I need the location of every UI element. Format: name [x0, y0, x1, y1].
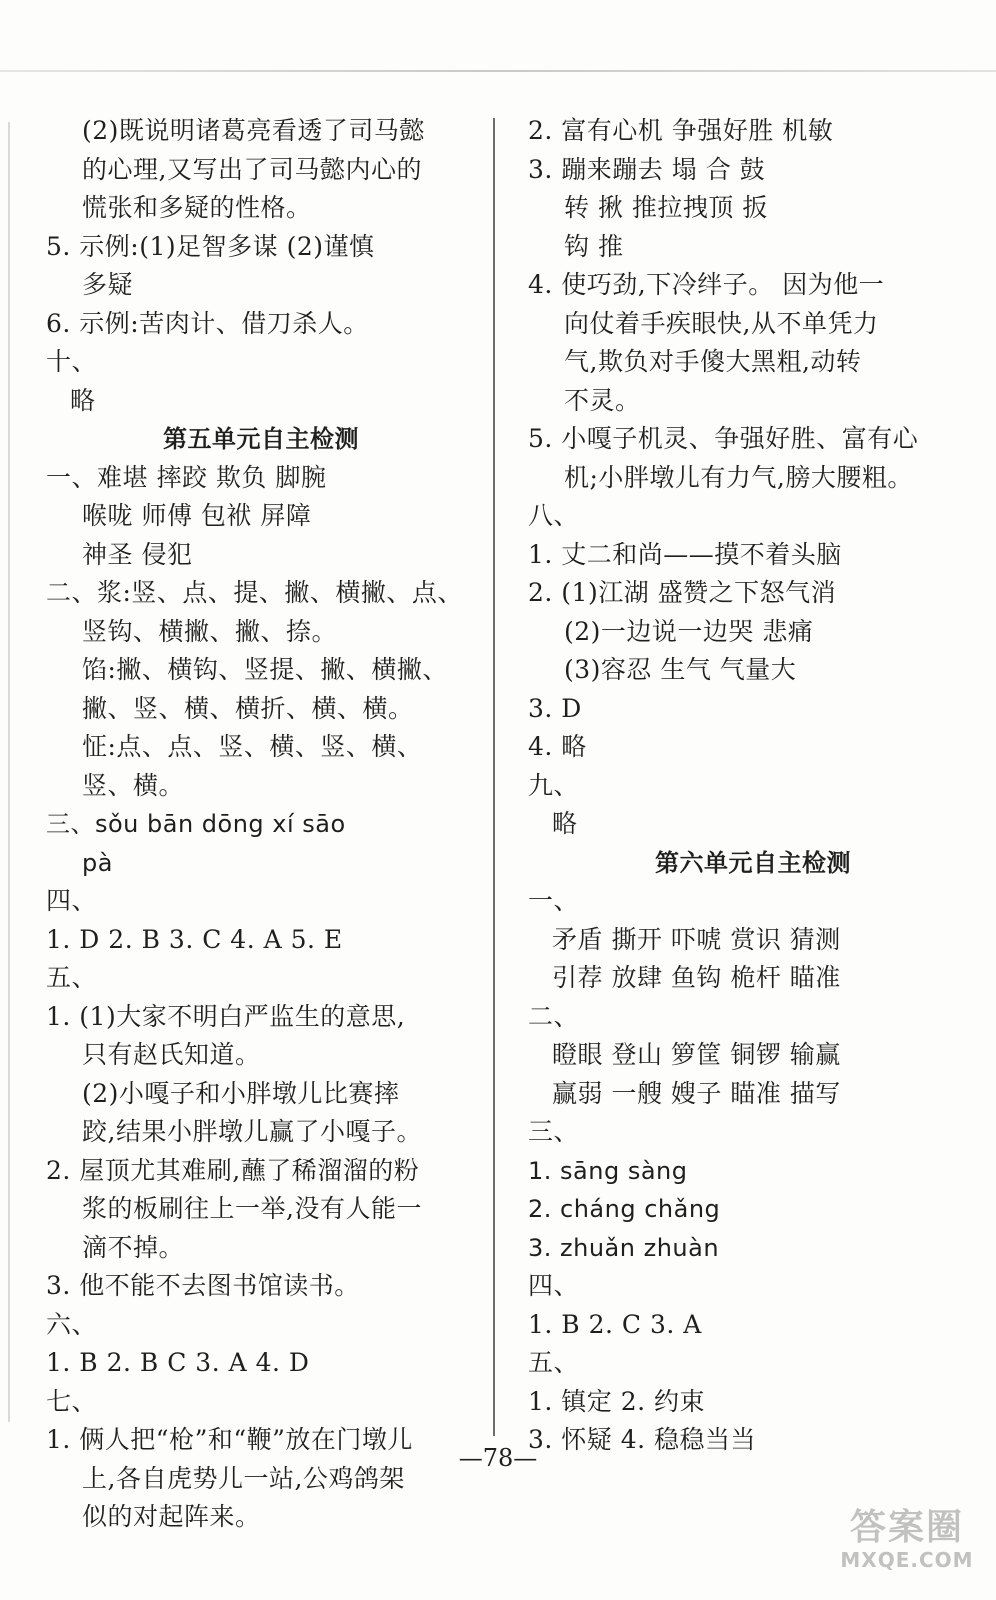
answer-line: 跤,结果小胖墩儿赢了小嘎子。: [82, 1117, 422, 1146]
answer-line: 引荐 放肆 鱼钩 桅杆 瞄准: [552, 963, 841, 992]
answer-line: 2. cháng chǎng: [528, 1195, 721, 1223]
right-column: [528, 112, 978, 1460]
answer-line: 瞪眼 登山 箩筐 铜锣 输赢: [552, 1040, 841, 1069]
answer-line: 多疑: [82, 270, 134, 299]
left-column: [46, 112, 476, 1537]
answer-line: 5. 示例:(1)足智多谋 (2)谨慎: [46, 231, 375, 261]
answer-line: (2)一边说一边哭 悲痛: [564, 616, 814, 646]
answer-line: 1. B 2. B C 3. A 4. D: [46, 1348, 310, 1377]
answer-line: 3. 怀疑 4. 稳稳当当: [528, 1425, 757, 1454]
answer-line: 一、: [528, 886, 580, 915]
answer-line: 滴不掉。: [82, 1232, 185, 1262]
answer-line: 1. (1)大家不明白严监生的意思,: [46, 1001, 406, 1031]
answer-line: 神圣 侵犯: [82, 539, 193, 569]
answer-line: 七、: [46, 1386, 98, 1416]
page-number: —78—: [458, 1444, 538, 1472]
answer-line: 1. 镇定 2. 约束: [528, 1386, 706, 1416]
answer-line: (2)既说明诸葛亮看透了司马懿: [82, 116, 425, 145]
answer-line: 1. 俩人把“枪”和“鞭”放在门墩儿: [46, 1425, 413, 1454]
answer-line: 九、: [528, 770, 580, 800]
answer-line: 八、: [528, 501, 580, 530]
answer-line: 向仗着手疾眼快,从不单凭力: [564, 308, 879, 338]
answer-line: 慌张和多疑的性格。: [82, 193, 312, 222]
section-heading: 第六单元自主检测: [655, 848, 851, 877]
answer-line: 的心理,又写出了司马懿内心的: [82, 154, 422, 184]
answer-line: 略: [552, 809, 578, 838]
answer-line: 怔:点、点、竖、横、竖、横、: [82, 732, 423, 761]
answer-line: 三、: [528, 1117, 580, 1146]
answer-line: 2. (1)江湖 盛赞之下怒气消: [528, 578, 837, 607]
answer-line: 气,欺负对手傻大黑粗,动转: [564, 347, 862, 376]
answer-line: 竖钩、横撇、撇、捺。: [82, 616, 338, 646]
answer-line: 四、: [46, 886, 98, 915]
answer-line: 2. 富有心机 争强好胜 机敏: [528, 116, 834, 145]
section-heading: 第五单元自主检测: [163, 425, 359, 453]
answer-line: (3)容忍 生气 气量大: [564, 655, 797, 684]
answer-line: 三、sǒu bān dōng xí sāo: [46, 810, 346, 838]
left-margin-line: [8, 122, 10, 1422]
watermark-logo-text: 答案圈: [849, 1507, 964, 1548]
answer-line: 十、: [46, 347, 98, 376]
answer-line: 转 揪 推拉拽顶 扳: [564, 193, 768, 222]
column-divider: [493, 118, 495, 1436]
answer-line: 撇、竖、横、横折、横、横。: [82, 693, 414, 723]
answer-line: 二、浆:竖、点、提、撇、横撇、点、: [46, 578, 463, 607]
answer-line: 浆的板刷往上一举,没有人能一: [82, 1194, 422, 1223]
answer-line: 五、: [46, 963, 98, 992]
answer-line: 钩 推: [564, 231, 624, 261]
answer-line: 4. 使巧劲,下冷绊子。 因为他一: [528, 270, 885, 299]
answer-line: 赢弱 一艘 嫂子 瞄准 描写: [552, 1078, 841, 1108]
answer-line: 1. sāng sàng: [528, 1156, 688, 1185]
answer-line: 六、: [46, 1309, 98, 1339]
answer-line: 6. 示例:苦肉计、借刀杀人。: [46, 308, 369, 338]
answer-line: 5. 小嘎子机灵、争强好胜、富有心: [528, 424, 919, 453]
answer-line: 1. D 2. B 3. C 4. A 5. E: [46, 924, 343, 954]
answer-line: 机;小胖墩儿有力气,膀大腰粗。: [564, 462, 913, 492]
answer-line: 二、: [528, 1001, 580, 1031]
answer-line: 略: [70, 385, 96, 415]
answer-line: 3. 蹦来蹦去 塌 合 鼓: [528, 154, 766, 184]
answer-line: 2. 屋顶尤其难刷,蘸了稀溜溜的粉: [46, 1155, 420, 1185]
answer-line: pà: [82, 848, 113, 877]
answer-line: 3. zhuǎn zhuàn: [528, 1233, 720, 1262]
answer-line: 馅:撇、横钩、竖提、撇、横撇、: [82, 655, 448, 684]
answer-line: 四、: [528, 1271, 580, 1300]
answer-line: 不灵。: [564, 385, 641, 415]
top-rule: [0, 70, 996, 72]
answer-line: 只有赵氏知道。: [82, 1040, 261, 1069]
answer-line: 上,各自虎势儿一站,公鸡鸽架: [82, 1463, 405, 1493]
answer-line: 似的对起阵来。: [82, 1502, 261, 1531]
answer-line: 1. 丈二和尚——摸不着头脑: [528, 539, 842, 569]
answer-line: 矛盾 撕开 吓唬 赏识 猜测: [552, 924, 841, 954]
watermark-logo: [832, 1508, 982, 1578]
answer-line: (2)小嘎子和小胖墩儿比赛摔: [82, 1078, 400, 1108]
answer-line: 3. D: [528, 693, 582, 723]
answer-line: 一、难堪 摔跤 欺负 脚腕: [46, 462, 327, 492]
answer-line: 3. 他不能不去图书馆读书。: [46, 1271, 360, 1300]
answer-line: 五、: [528, 1348, 580, 1377]
answer-line: 竖、横。: [82, 770, 185, 800]
watermark-site-text: MXQE.COM: [840, 1548, 974, 1572]
answer-line: 4. 略: [528, 732, 587, 761]
answer-line: 1. B 2. C 3. A: [528, 1309, 702, 1339]
answer-line: 喉咙 师傅 包袱 屏障: [82, 501, 312, 530]
